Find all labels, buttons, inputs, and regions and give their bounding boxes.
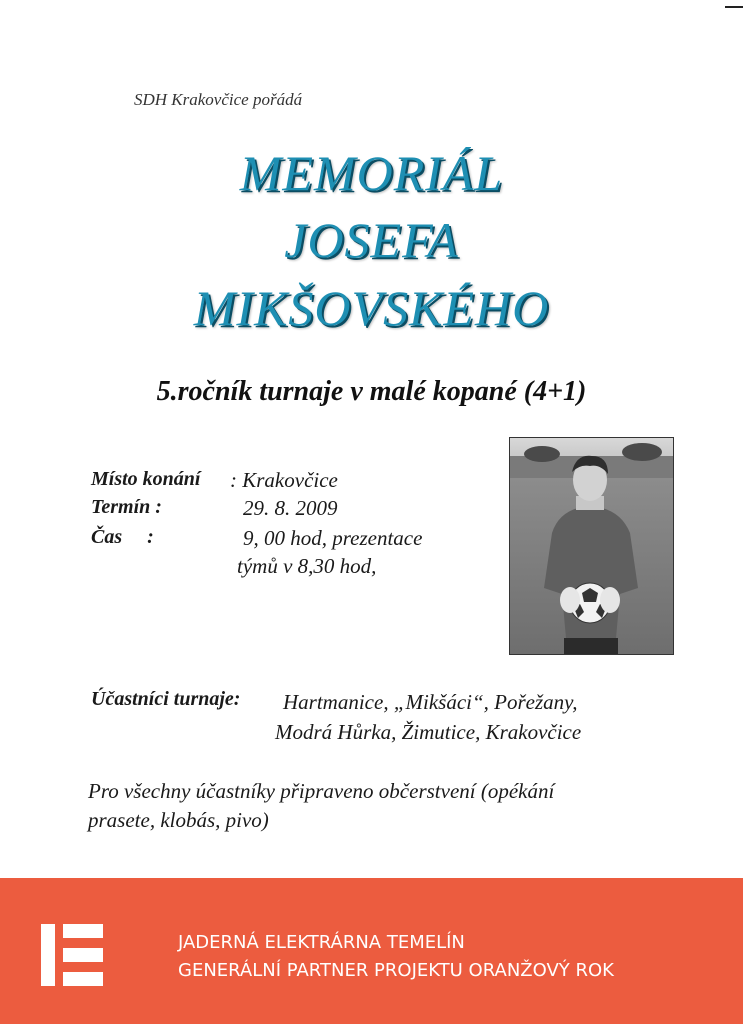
- time-value: 9, 00 hod, prezentace: [243, 526, 423, 550]
- date-label: Termín :: [91, 496, 162, 518]
- participants-label: Účastníci turnaje:: [91, 688, 241, 710]
- portrait-photo: [509, 437, 674, 655]
- title-line-3: MIKŠOVSKÉHO: [193, 280, 550, 336]
- time-value-cont: týmů v 8,30 hod,: [237, 554, 377, 578]
- place-value: : Krakovčice: [230, 468, 338, 492]
- time-label: Čas :: [91, 526, 154, 548]
- title-line-1: MEMORIÁL: [239, 145, 504, 201]
- organizer-line: SDH Krakovčice pořádá: [134, 90, 303, 109]
- corner-mark: [725, 6, 743, 8]
- note-line-1: Pro všechny účastníky připraveno občerstvení (opékání: [88, 779, 555, 803]
- note-line-2: prasete, klobás, pivo): [88, 808, 269, 832]
- cez-logo-icon: [41, 924, 103, 986]
- sponsor-line-1: JADERNÁ ELEKTRÁRNA TEMELÍN: [178, 932, 465, 953]
- subtitle: 5.ročník turnaje v malé kopané (4+1): [156, 376, 587, 407]
- date-value: 29. 8. 2009: [243, 496, 338, 520]
- place-label: Místo konání: [91, 468, 201, 490]
- participants-line-1: Hartmanice, „Mikšáci“, Pořežany,: [283, 690, 578, 714]
- sponsor-line-2: GENERÁLNÍ PARTNER PROJEKTU ORANŽOVÝ ROK: [178, 960, 614, 981]
- participants-line-2: Modrá Hůrka, Žimutice, Krakovčice: [275, 720, 582, 744]
- title-line-2: JOSEFA: [284, 212, 459, 268]
